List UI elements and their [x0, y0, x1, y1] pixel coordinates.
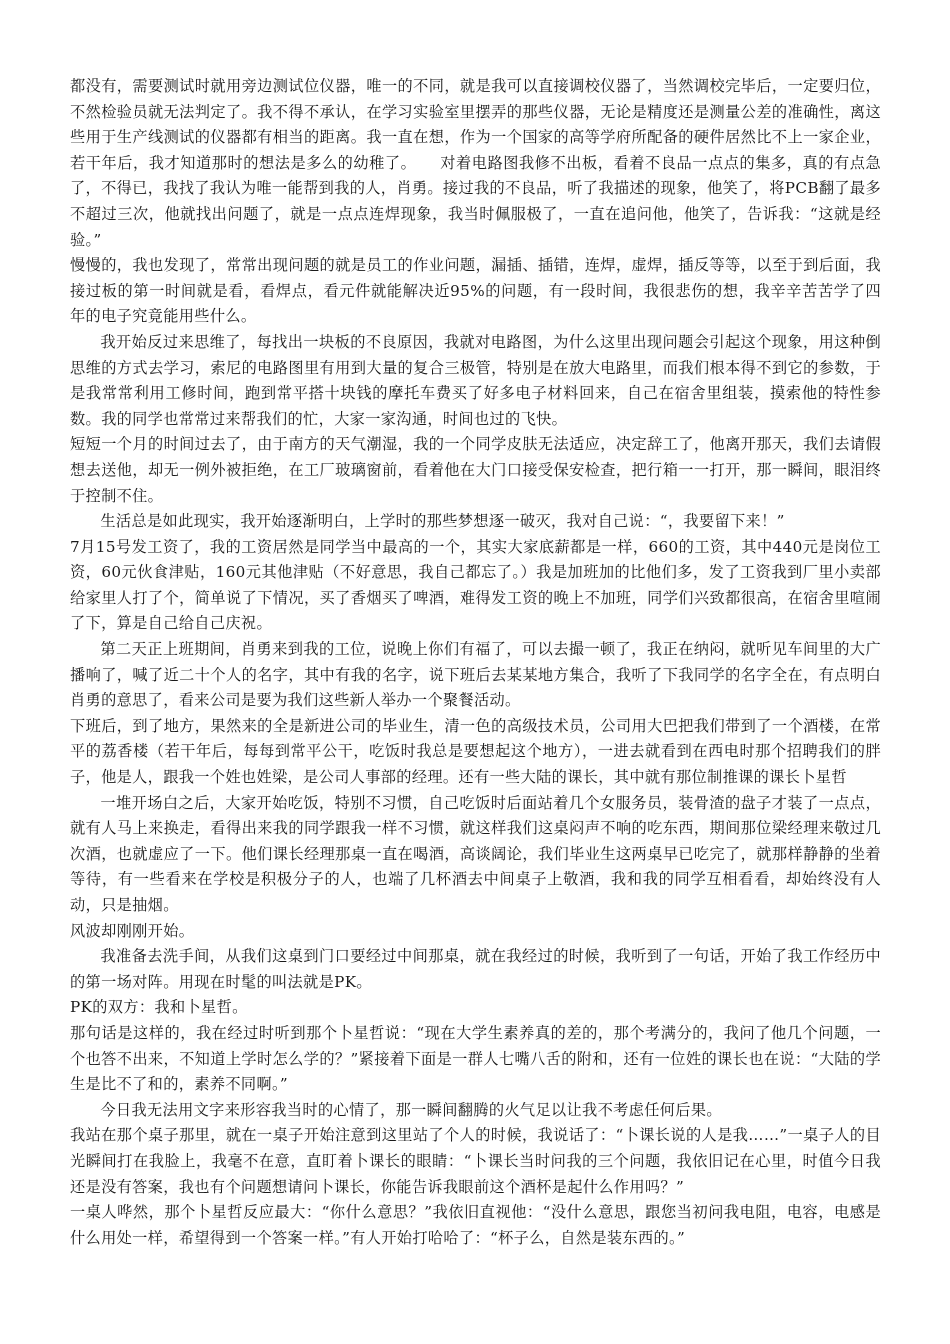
paragraph: 我开始反过来思维了，每找出一块板的不良原因，我就对电路图，为什么这里出现问题会引起这个现象，用这种倒思维的方式去学习，索尼的电路图里有用到大量的复合三极管，特别是在放大电路里，而我们根本得不到它的参数，于是我常常利用工修时间，跑到常平搭十块钱的摩托车费买了好多电子材料回来，自己在宿舍里组装，摸索他的特性参数。我的同学也常常过来帮我们的忙，大家一家沟通，时间也过的飞快。 [70, 332, 881, 428]
paragraph: 生活总是如此现实，我开始逐渐明白，上学时的那些梦想逐一破灭，我对自己说：“，我要留下来！” [100, 512, 785, 531]
paragraph: 风波却刚刚开始。 [70, 921, 195, 940]
document-page [70, 74, 881, 1251]
paragraph: 今日我无法用文字来形容我当时的心情了，那一瞬间翻腾的火气足以让我不考虑任何后果。 [100, 1100, 722, 1119]
paragraph: 第二天正上班期间，肖勇来到我的工位，说晚上你们有福了，可以去撮一顿了，我正在纳闷，就听见车间里的大广播响了，喊了近二十个人的名字，其中有我的名字，说下班后去某某地方集合，我听了下我同学的名字全在，有点明白肖勇的意思了，看来公司是要为我们这些新人举办一个聚餐活动。 [70, 640, 881, 710]
paragraph: 一堆开场白之后，大家开始吃饭，特别不习惯，自己吃饭时后面站着几个女服务员，装骨渣的盘子才装了一点点，就有人马上来换走，看得出来我的同学跟我一样不习惯，就这样我们这桌闷声不响的吃东西，期间那位梁经理来敬过几次酒，也就虚应了一下。他们课长经理那桌一直在喝酒，高谈阔论，我们毕业生这两桌早已吃完了，就那样静静的坐着等待，有一些看来在学校是积极分子的人，也端了几杯酒去中间桌子上敬酒，我和我的同学互相看看，却始终没有人动，只是抽烟。 [70, 793, 881, 914]
paragraph: 那句话是这样的，我在经过时听到那个卜星哲说：“现在大学生素养真的差的，那个考满分的，我问了他几个问题，一个也答不出来，不知道上学时怎么学的？”紧接着下面是一群人七嘴八舌的附和，还有一位姓的课长也在说：“大陆的学生是比不了和的，素养不同啊。” [70, 1023, 882, 1094]
paragraph: 慢慢的，我也发现了，常常出现问题的就是员工的作业问题，漏插、插错，连焊，虚焊，插反等等，以至于到后面，我接过板的第一时间就是看，看焊点，看元件就能解决近95%的问题，有一段时间，我很悲伤的想，我辛辛苦苦学了四年的电子究竟能用些什么。 [70, 256, 881, 326]
paragraph: 我准备去洗手间，从我们这桌到门口要经过中间那桌，就在我经过的时候，我听到了一句话，开始了我工作经历中的第一场对阵。用现在时髦的叫法就是PK。 [70, 947, 881, 991]
paragraph: 一桌人哗然，那个卜星哲反应最大：“你什么意思？”我依旧直视他：“没什么意思，跟您当初问我电阻，电容，电感是什么用处一样，希望得到一个答案一样。”有人开始打哈哈了：“杯子么，自然是装东西的。” [70, 1203, 881, 1247]
paragraph: 短短一个月的时间过去了，由于南方的天气潮湿，我的一个同学皮肤无法适应，决定辞工了，他离开那天，我们去请假想去送他，却无一例外被拒绝，在工厂玻璃窗前，看着他在大门口接受保安检查，把行箱一一打开，那一瞬间，眼泪终于控制不住。 [70, 435, 881, 505]
paragraph: PK的双方：我和卜星哲。 [70, 998, 248, 1017]
paragraph: 7月15号发工资了，我的工资居然是同学当中最高的一个，其实大家底薪都是一样，660的工资，其中440元是岗位工资，60元伙食津贴，160元其他津贴（不好意思，我自己都忘了。）我是加班加的比他们多，发了工资我到厂里小卖部给家里人打了个，简单说了下情况，买了香烟买了啤酒，难得发工资的晚上不加班，同学们兴致都很高，在宿舍里喧闹了下，算是自己给自己庆祝。 [70, 537, 881, 633]
paragraph: 都没有，需要测试时就用旁边测试位仪器，唯一的不同，就是我可以直接调校仪器了，当然调校完毕后，一定要归位，不然检验员就无法判定了。我不得不承认，在学习实验室里摆弄的那些仪器，无论是精度还是测量公差的准确性，离这些用于生产线测试的仪器都有相当的距离。我一直在想，作为一个国家的高等学府所配备的硬件居然比不上一家企业，若干年后，我才知道那时的想法是多么的幼稚了。 对着电路图我修不出板，看着不良品一点点的集多，真的有点急了，不得已，我找了我认为唯一能帮到我的人，肖勇。接过我的不良品，听了我描述的现象，他笑了，将PCB翻了最多不超过三次，他就找出问题了，就是一点点连焊现象，我当时佩服极了，一直在追问他，他笑了，告诉我：“这就是经验。” [70, 77, 881, 249]
paragraph: 下班后，到了地方，果然来的全是新进公司的毕业生，清一色的高级技术员，公司用大巴把我们带到了一个酒楼，在常平的荔香楼（若干年后，每每到常平公干，吃饭时我总是要想起这个地方），一进去就看到在西电时那个招聘我们的胖子，他是人，跟我一个姓也姓梁，是公司人事部的经理。还有一些大陆的课长，其中就有那位制推课的课长卜星哲 [70, 716, 881, 787]
paragraph: 我站在那个桌子那里，就在一桌子开始注意到这里站了个人的时候，我说话了：“卜课长说的人是我……”一桌子人的目光瞬间打在我脸上，我毫不在意，直盯着卜课长的眼睛：“卜课长当时问我的三个问题，我依旧记在心里，时值今日我还是没有答案，我也有个问题想请问卜课长，你能告诉我眼前这个酒杯是起什么作用吗？” [70, 1126, 881, 1196]
